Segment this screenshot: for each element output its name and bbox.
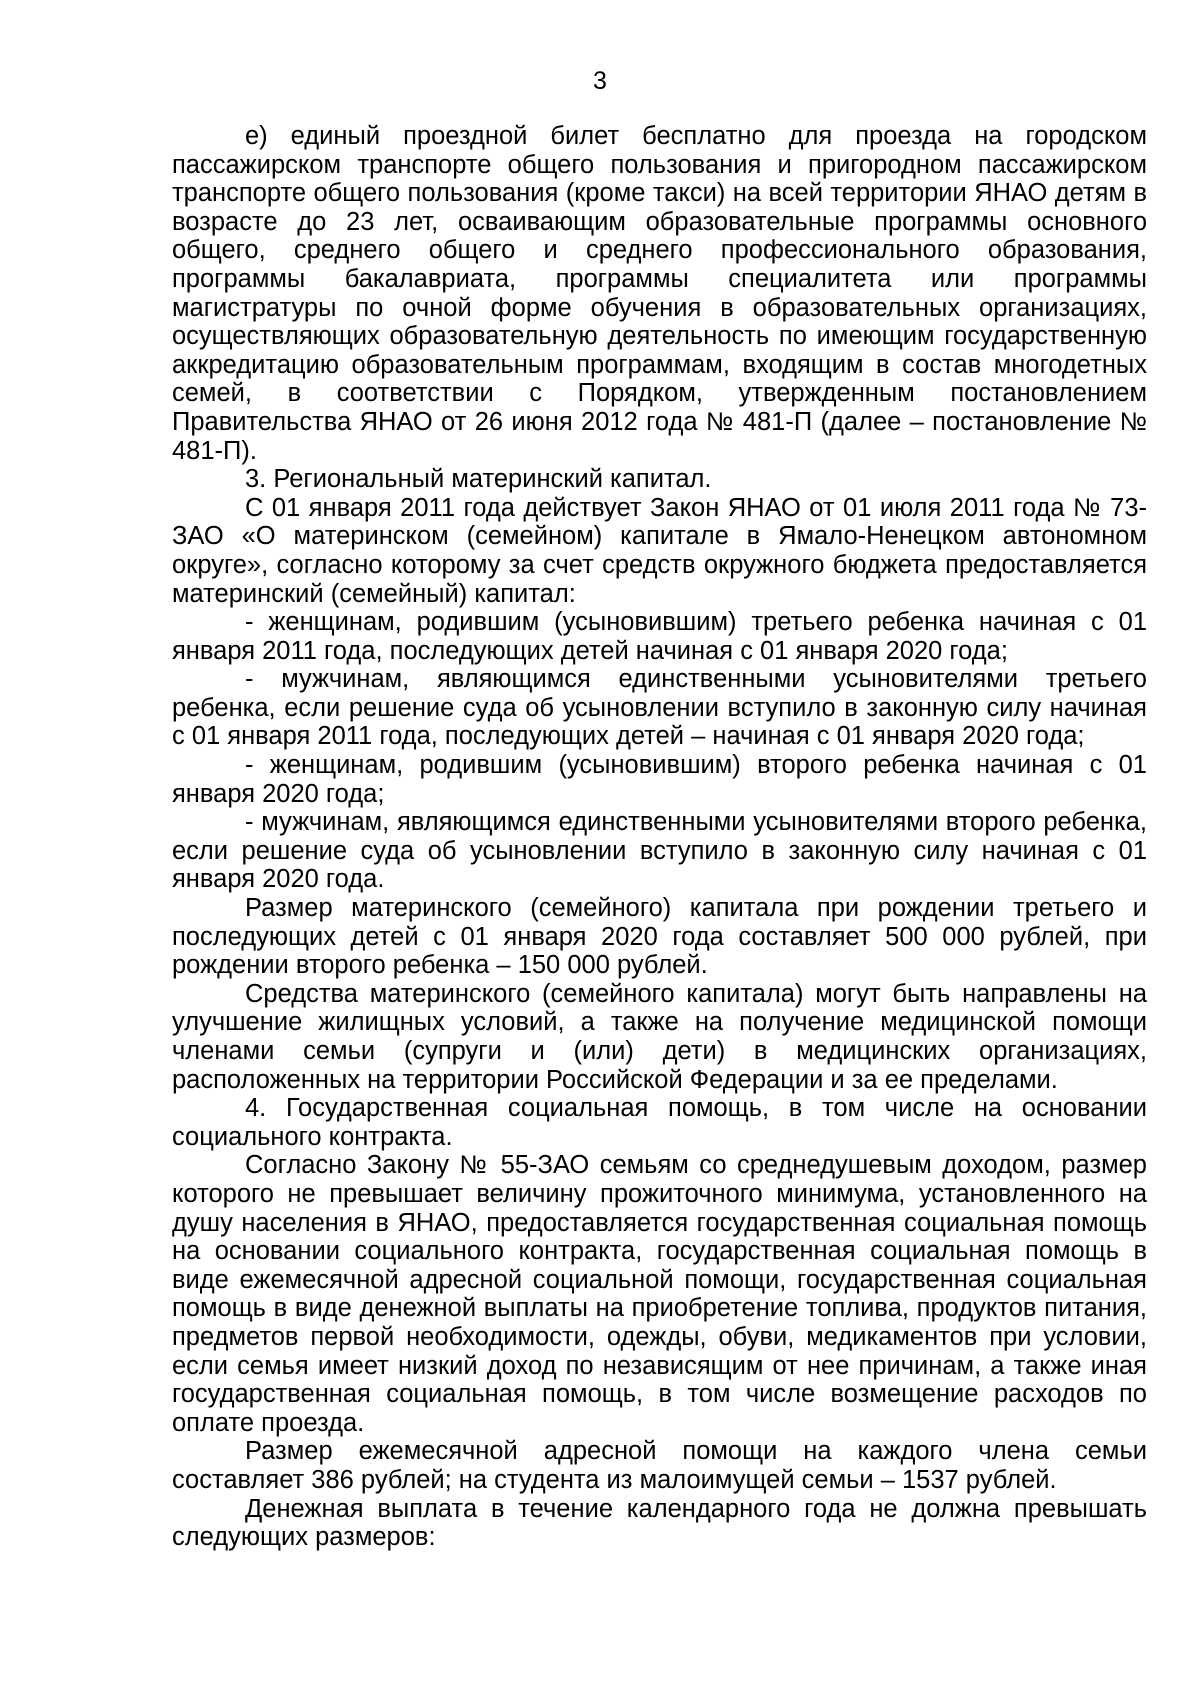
page-number: 3 [593,67,607,95]
section-heading-maternity-capital: 3. Региональный материнский капитал. [245,465,712,494]
paragraph-social-assistance-law: Согласно Закону № 55-ЗАО семьям со среднедушевым доходом, размер которого не превышает величину прожиточного минимума, установленного на душу населения в ЯНАО, предоставляется государственная социальная помощь на основании социального контракта, государственная социальная помощь в виде ежемесячной адресной социальной помощи, государственная социальная помощь в виде денежной выплаты на приобретение топлива, продуктов питания, предметов первой необходимости, одежды, обуви, медикаментов при условии, если семья имеет низкий доход по независящим от нее причинам, а также иная государственная социальная помощь, в том числе возмещение расходов по оплате проезда. [172,1151,1147,1437]
list-item-men-second-child: - мужчинам, являющимся единственными усыновителями второго ребенка, если решение суда об усыновлении вступило в законную силу начиная с 01 января 2020 года. [172,808,1147,894]
list-item-men-third-child: - мужчинам, являющимся единственными усыновителями третьего ребенка, если решение суда об усыновлении вступило в законную силу начиная с 01 января 2011 года, последующих детей – начиная с 01 января 2020 года; [172,665,1147,751]
list-item-women-second-child: - женщинам, родившим (усыновившим) второго ребенка начиная с 01 января 2020 года; [172,751,1147,808]
paragraph-travel-ticket: е) единый проездной билет бесплатно для проезда на городском пассажирском транспорте общего пользования и пригородном пассажирском транспорте общего пользования (кроме такси) на всей территории ЯНАО детям в возрасте до 23 лет, осваивающим образовательные программы основного общего, среднего общего и среднего профессионального образования, программы бакалавриата, программы специалитета или программы магистратуры по очной форме обучения в образовательных организациях, осуществляющих образовательную деятельность по имеющим государственную аккредитацию образовательным программам, входящим в состав многодетных семей, в соответствии с Порядком, утвержденным постановлением Правительства ЯНАО от 26 июня 2012 года № 481-П (далее – постановление № 481-П). [172,122,1147,465]
section-heading-social-assistance: 4. Государственная социальная помощь, в том числе на основании социального контракта. [172,1094,1147,1151]
list-item-women-third-child: - женщинам, родившим (усыновившим) третьего ребенка начиная с 01 января 2011 года, последующих детей начиная с 01 января 2020 года; [172,608,1147,665]
paragraph-monthly-assistance-amount: Размер ежемесячной адресной помощи на каждого члена семьи составляет 386 рублей; на студента из малоимущей семьи – 1537 рублей. [172,1437,1147,1494]
paragraph-cash-payment-limits: Денежная выплата в течение календарного года не должна превышать следующих размеров: [172,1494,1147,1552]
paragraph-capital-amount: Размер материнского (семейного) капитала при рождении третьего и последующих детей с 01 января 2020 года составляет 500 000 рублей, при рождении второго ребенка – 150 000 рублей. [172,894,1147,980]
document-body [172,122,1147,1552]
paragraph-capital-usage: Средства материнского (семейного капитала) могут быть направлены на улучшение жилищных условий, а также на получение медицинской помощи членами семьи (супруги и (или) дети) в медицинских организациях, расположенных на территории Российской Федерации и за ее пределами. [172,979,1147,1094]
paragraph-maternity-law: С 01 января 2011 года действует Закон ЯНАО от 01 июля 2011 года № 73-ЗАО «О материнском (семейном) капитале в Ямало-Ненецком автономном округе», согласно которому за счет средств окружного бюджета предоставляется материнский (семейный) капитал: [172,493,1147,608]
